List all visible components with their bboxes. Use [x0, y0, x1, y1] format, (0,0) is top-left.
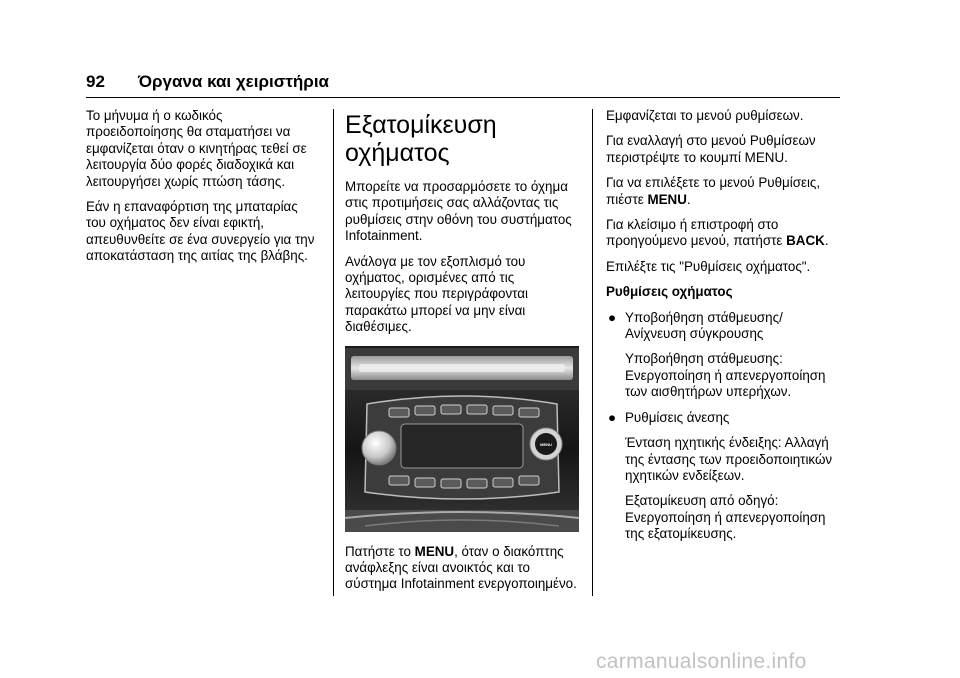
paragraph: Επιλέξτε τις "Ρυθμίσεις οχήματος". — [606, 258, 811, 274]
paragraph: Εάν η επαναφόρτιση της μπαταρίας του οχήματος δεν είναι εφικτή, απευθυνθείτε σε ένα συνεργείο για την αποκατάσταση της αιτίας της βλάβης. — [86, 199, 315, 264]
list-item-detail: Υποβοήθηση στάθμευσης: Ενεργοποίηση ή απενεργοποίηση των αισθητήρων υπερήχων. — [625, 351, 826, 400]
list-item: ● Ρυθμίσεις άνεσης — [608, 409, 730, 425]
volume-knob — [362, 431, 396, 465]
paragraph: Για να επιλέξετε το μενού Ρυθμίσεις, πιέστε MENU. — [606, 175, 821, 207]
section-title: Εξατομίκευση οχήματος — [345, 111, 497, 167]
column-divider-2 — [592, 109, 593, 596]
menu-knob-label: MENU — [540, 441, 552, 447]
infotainment-panel-figure — [345, 346, 579, 532]
paragraph: Μπορείτε να προσαρμόσετε το όχημα στις προτιμήσεις σας αλλάζοντας τις ρυθμίσεις στην οθόνη του συστήματος Infotainment. — [345, 179, 572, 244]
menu-key-label: MENU — [647, 191, 687, 207]
paragraph: Για κλείσιμο ή επιστροφή στο προηγούμενο μενού, πατήστε BACK. — [606, 217, 829, 249]
bullet-icon: ● — [608, 409, 617, 425]
bullet-icon: ● — [608, 309, 617, 325]
header-rule — [86, 97, 840, 98]
infotainment-panel-illustration — [345, 346, 579, 532]
column-2 — [345, 108, 583, 602]
watermark: carmanualsonline.info — [596, 650, 807, 673]
column-divider-1 — [333, 109, 334, 596]
paragraph: Εμφανίζεται το μενού ρυθμίσεων. — [606, 108, 804, 123]
paragraph: Ανάλογα με τον εξοπλισμό του οχήματος, ορισμένες από τις λειτουργίες που περιγράφονται παρακάτω μπορεί να μην είναι διαθέσιμες. — [345, 253, 528, 335]
settings-list — [606, 310, 842, 343]
chapter-title: Όργανα και χειριστήρια — [138, 72, 329, 91]
menu-key-label: MENU — [414, 543, 455, 559]
back-key-label: BACK — [786, 233, 825, 249]
paragraph: Για εναλλαγή στο μενού Ρυθμίσεων περιστρέψτε το κουμπί MENU. — [606, 133, 816, 165]
page-number: 92 — [86, 72, 105, 91]
column-1 — [86, 108, 318, 274]
sub-heading: Ρυθμίσεις οχήματος — [606, 284, 733, 300]
list-item-detail: Εξατομίκευση από οδηγό: Ενεργοποίηση ή απενεργοποίηση της εξατομίκευσης. — [625, 493, 826, 542]
list-item-detail: Ένταση ηχητικής ένδειξης: Αλλαγή της έντασης των προειδοποιητικών ηχητικών ενδείξεων. — [625, 435, 833, 483]
page-header — [86, 72, 840, 96]
settings-list — [606, 410, 842, 426]
list-item: ● Υποβοήθηση στάθμευσης/ Ανίχνευση σύγκρουσης — [608, 309, 783, 342]
paragraph: Πατήστε το MENU, όταν ο διακόπτης ανάφλεξης είναι ανοικτός και το σύστημα Infotainment ενεργοποιημένο. — [345, 543, 577, 592]
paragraph: Το μήνυμα ή ο κωδικός προειδοποίησης θα σταματήσει να εμφανίζεται όταν ο κινητήρας τεθεί σε λειτουργία δύο φορές διαδοχικά και λειτουργήσει χωρίς πτώση τάσης. — [86, 108, 307, 189]
column-3 — [606, 108, 842, 552]
